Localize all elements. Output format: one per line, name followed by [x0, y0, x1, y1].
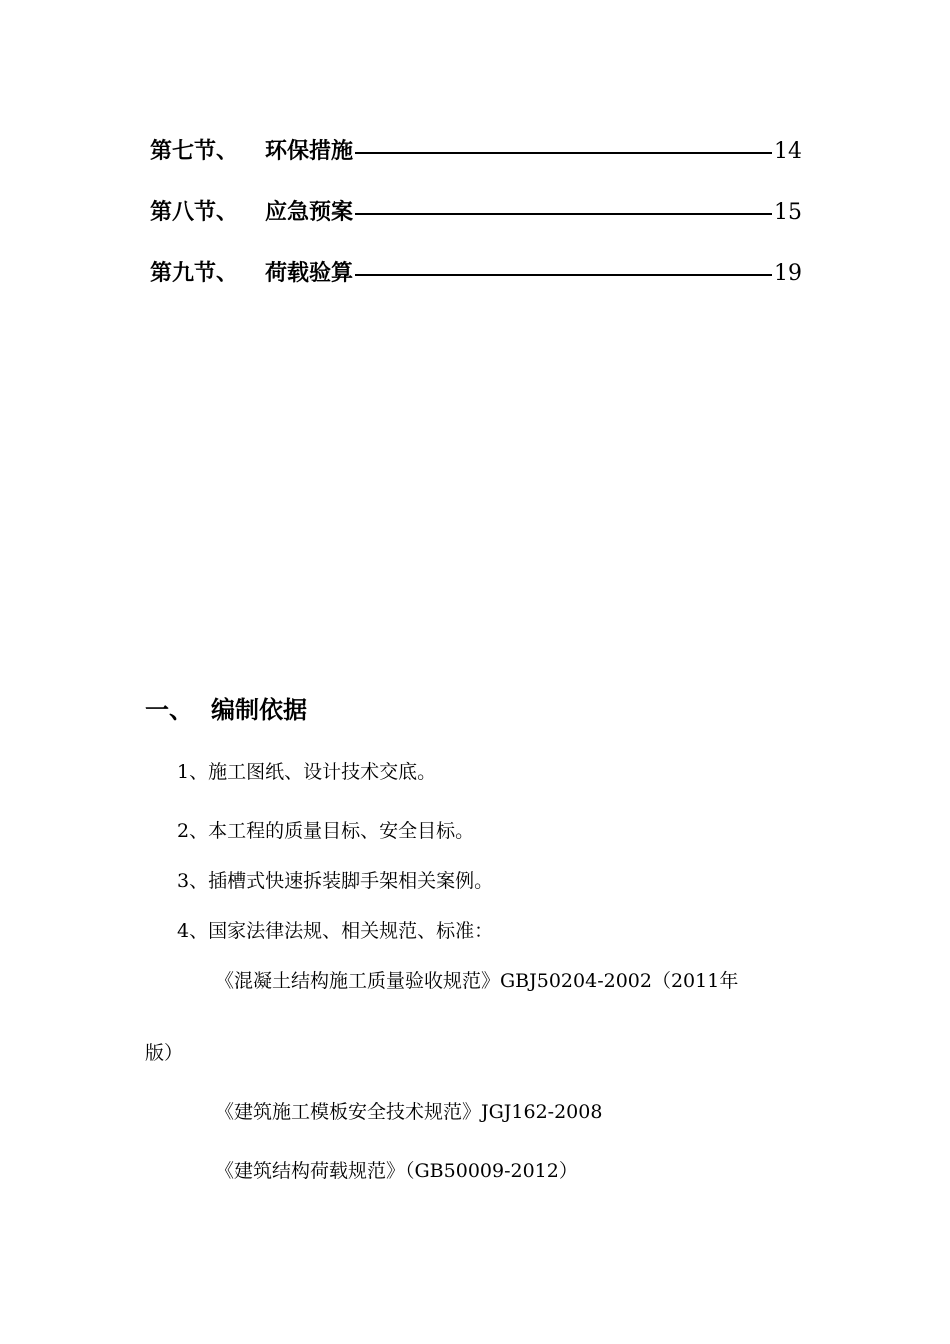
toc-entry-7[interactable]	[150, 134, 802, 170]
standard-reference: 《建筑施工模板安全技术规范》JGJ162-2008	[215, 1101, 603, 1123]
section-heading	[145, 692, 307, 728]
standard-reference-continuation: 版）	[145, 1042, 184, 1064]
toc-entry-page: 19	[774, 261, 802, 286]
toc-entry-page: 15	[774, 200, 802, 225]
toc-entry-8[interactable]	[150, 195, 802, 231]
toc-leader-line	[355, 274, 772, 276]
list-item: 2、本工程的质量目标、安全目标。	[177, 820, 475, 842]
section-number: 一、	[145, 696, 193, 724]
toc-leader-line	[355, 152, 772, 154]
section-title: 编制依据	[211, 696, 307, 724]
list-item: 4、国家法律法规、相关规范、标准：	[177, 920, 494, 942]
toc-entry-number: 第八节、	[150, 200, 239, 225]
toc-entry-title: 应急预案	[265, 200, 354, 225]
list-item: 1、施工图纸、设计技术交底。	[177, 761, 437, 783]
toc-entry-number: 第九节、	[150, 261, 239, 286]
list-item: 3、插槽式快速拆装脚手架相关案例。	[177, 870, 494, 892]
toc-entry-page: 14	[774, 139, 802, 164]
toc-entry-number: 第七节、	[150, 139, 239, 164]
standard-reference: 《建筑结构荷载规范》（GB50009-2012）	[215, 1160, 578, 1182]
toc-entry-title: 环保措施	[265, 139, 354, 164]
standard-reference: 《混凝土结构施工质量验收规范》GBJ50204-2002（2011年	[215, 970, 739, 992]
toc-entry-title: 荷载验算	[265, 261, 354, 286]
toc-entry-9[interactable]	[150, 256, 802, 292]
toc-leader-line	[355, 213, 772, 215]
